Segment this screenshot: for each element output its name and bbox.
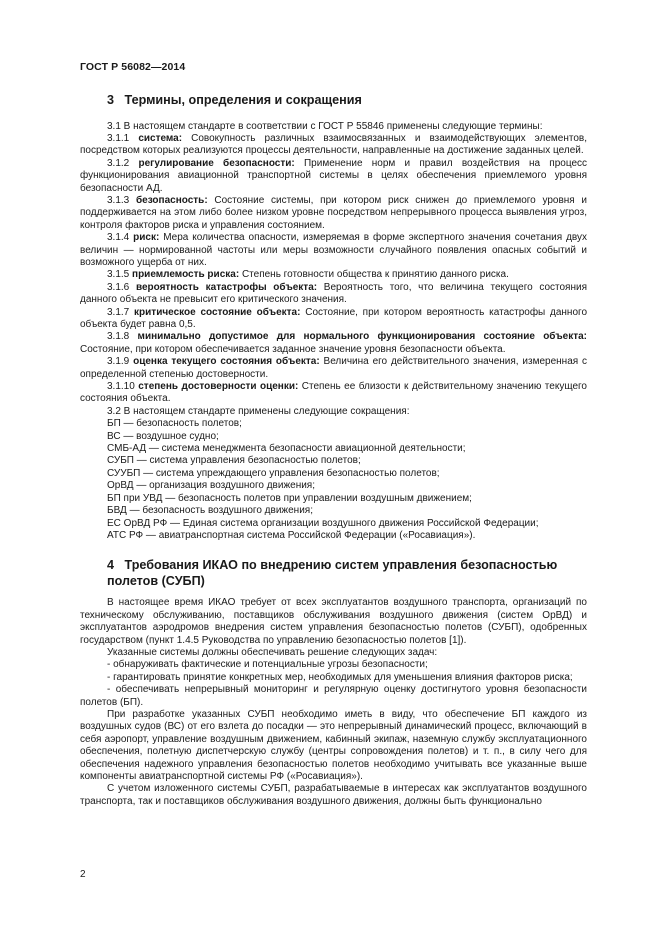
term-3-1-7: 3.1.7 критическое состояние объекта: Состояние, при котором вероятность катастрофы данного объекта будет равна 0,5. — [80, 306, 588, 330]
abbreviation-item: ЕС ОрВД РФ — Единая система организации воздушного движения Российской Федерации; — [107, 517, 539, 529]
abbreviation-item: СУУБП — система упреждающего управления безопасностью полетов; — [107, 467, 440, 479]
page-content — [80, 93, 587, 808]
abbreviation-item: ОрВД — организация воздушного движения; — [107, 480, 316, 492]
abbreviation-item: СМБ-АД — система менеджмента безопасности авиационной деятельности; — [107, 443, 466, 455]
term-3-1-1: 3.1.1 система: Совокупность различных взаимосвязанных и взаимодействующих элементов, посредством которых реализуются процессы деятельности, направленные на достижение заданных целей. — [80, 132, 587, 157]
section-3-intro: 3.1 В настоящем стандарте в соответствии с ГОСТ Р 55846 применены следующие термины: — [107, 120, 543, 132]
term-3-1-3: 3.1.3 безопасность: Состояние системы, при котором риск снижен до приемлемого уровня и поддерживается на этом либо более низком уровне посредством непрерывного процесса выявления угроз, контроля факторов риска и управления состоянием. — [80, 194, 588, 231]
term-3-1-4: 3.1.4 риск: Мера количества опасности, измеряемая в форме экспертного значения сочетания двух величин — нормированной частоты или меры возможности случайного появления опасных событий и возможного ущерба от них. — [80, 232, 588, 268]
term-3-1-9: 3.1.9 оценка текущего состояния объекта: Величина его действительного значения, измеренная с определенной степенью достоверности. — [80, 356, 587, 380]
section-4-title: Требования ИКАО по внедрению систем управления безопасностью полетов (СУБП) — [107, 558, 558, 588]
abbreviation-item: БВД — безопасность воздушного движения; — [107, 505, 313, 517]
section-4-paragraph-2: Указанные системы должны обеспечивать решение следующих задач: — [107, 646, 438, 658]
task-list-item: - обеспечивать непрерывный мониторинг и регулярную оценку достигнутого уровня безопасности полетов (БП). — [80, 684, 587, 708]
abbreviation-item: АТС РФ — авиатранспортная система Российской Федерации («Росавиация»). — [107, 529, 476, 541]
page-number: 2 — [80, 869, 86, 880]
abbreviation-item: СУБП — система управления безопасностью полетов; — [107, 455, 361, 467]
abbreviations-intro: 3.2 В настоящем стандарте применены следующие сокращения: — [107, 405, 410, 417]
task-list-item: - гарантировать принятие конкретных мер, необходимых для уменьшения влияния факторов риска; — [107, 671, 573, 683]
term-3-1-6: 3.1.6 вероятность катастрофы объекта: Вероятность того, что величина текущего состояния данного объекта не превысит его критического значения. — [80, 281, 587, 306]
section-4-number: 4 — [107, 558, 115, 573]
abbreviation-item: БП при УВД — безопасность полетов при управлении воздушным движением; — [107, 492, 472, 504]
document-code-header: ГОСТ Р 56082—2014 — [80, 61, 186, 73]
abbreviation-item: ВС — воздушное судно; — [107, 430, 219, 442]
section-3-heading — [80, 93, 587, 109]
section-4-paragraph-1: В настоящее время ИКАО требует от всех эксплуатантов воздушного транспорта, организаций по техническому обслуживанию, поставщиков обслуживания воздушного движения (систем ОрВД) и эксплуатантов аэродромов внедрения систем управления безопасностью полетов (СУБП), одобренных государством (пункт 1.4.5 Руководства по управлению безопасностью полетов [1]). — [80, 597, 587, 646]
section-4-paragraph-3: При разработке указанных СУБП необходимо иметь в виду, что обеспечение БП каждого из воздушных судов (ВС) от его взлета до посадки — это непрерывный динамический процесс, включающий в себя аэропорт, управление воздушным движением, кабинный экипаж, наземную службу эксплуатационного обеспечения, полетную диспетчерскую службу (центры сопровождения полетов) и т. п., в силу чего для обеспечения надежного управления безопасностью полетов необходимо учитывать все указанные выше компоненты авиатранспортной системы РФ («Росавиация»). — [80, 708, 587, 782]
term-3-1-5: 3.1.5 приемлемость риска: Степень готовности общества к принятию данного риска. — [107, 269, 509, 281]
task-list-item: - обнаруживать фактические и потенциальные угрозы безопасности; — [107, 659, 428, 671]
section-3-title: Термины, определения и сокращения — [124, 93, 362, 107]
section-4-heading — [80, 558, 587, 589]
term-3-1-10: 3.1.10 степень достоверности оценки: Степень ее близости к действительному значению текущего состояния объекта. — [80, 381, 587, 405]
term-3-1-2: 3.1.2 регулирование безопасности: Применение норм и правил воздействия на процесс функционирования авиационной транспортной системы в целях обеспечения приемлемого уровня безопасности АД. — [80, 157, 588, 194]
abbreviation-item: БП — безопасность полетов; — [107, 418, 242, 430]
section-4-paragraph-4: С учетом изложенного системы СУБП, разрабатываемые в интересах как эксплуатантов воздушного транспорта, так и поставщиков обслуживания воздушного движения, должны быть функционально — [80, 783, 587, 807]
term-3-1-8: 3.1.8 минимально допустимое для нормального функционирования состояние объекта: Состояние, при котором обеспечивается заданное значение уровня безопасности объекта. — [80, 331, 587, 355]
section-3-number: 3 — [107, 93, 115, 107]
